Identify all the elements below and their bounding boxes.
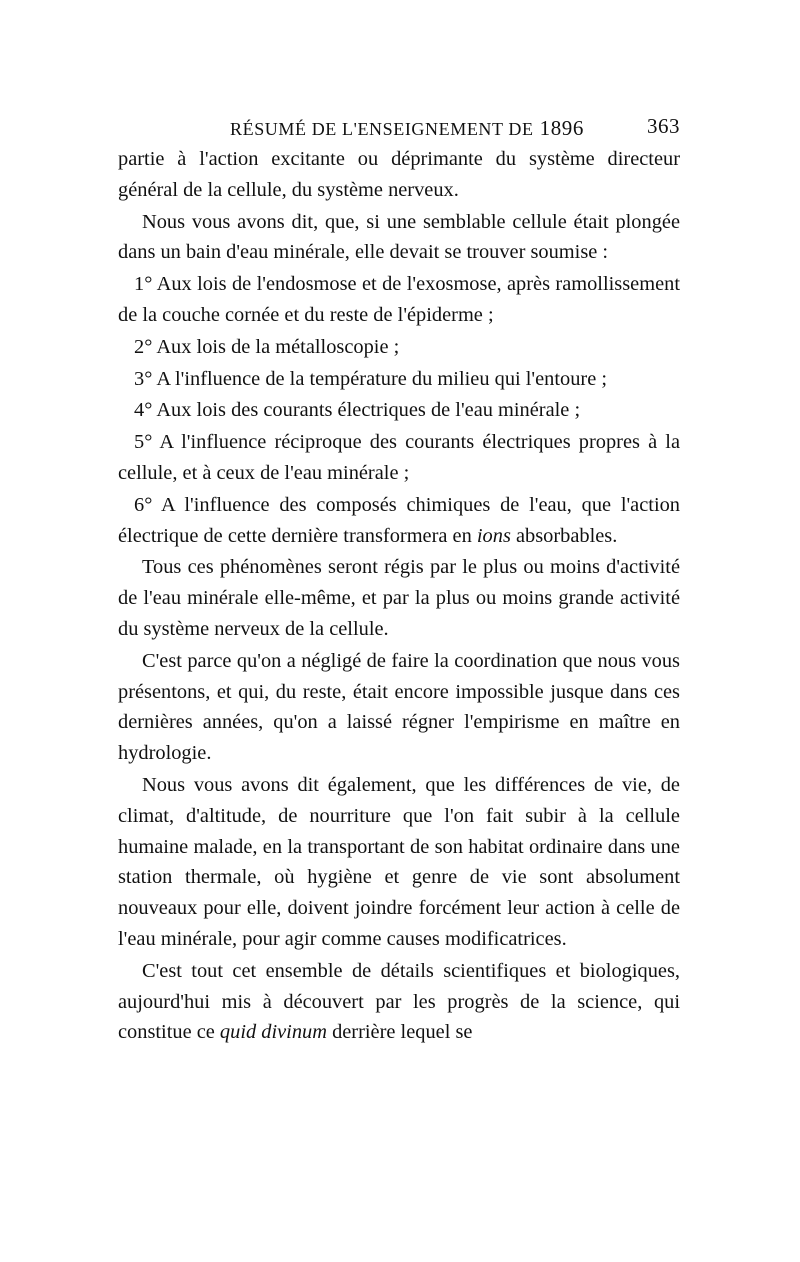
running-title-text: RÉSUMÉ DE L'ENSEIGNEMENT DE (230, 119, 534, 139)
running-title-year: 1896 (539, 116, 584, 140)
paragraph-continuation: partie à l'action excitante ou déprimante du système directeur général de la cellule, du système nerveux. (118, 148, 680, 201)
list-item-6-text: 6° A l'influence des composés chimiques de l'eau, que l'action électrique de cette dernière transformera en (118, 493, 680, 547)
italic-term-ions: ions (476, 524, 511, 547)
page-number: 363 (647, 114, 680, 138)
paragraph: Nous vous avons dit également, que les différences de vie, de climat, d'altitude, de nourriture que l'on fait subir à la cellule humaine malade, en la transportant de son habitat ordinaire dans une station thermale, où hygiène et genre de vie sont absolument nouveaux pour elle, doivent joindre forcément leur action à celle de l'eau minérale, pour agir comme causes modificatrices. (118, 773, 680, 950)
running-head (118, 112, 680, 144)
list-item-6-text-end: absorbables. (510, 524, 618, 547)
paragraph: Tous ces phénomènes seront régis par le plus ou moins d'activité de l'eau minérale elle-même, et par la plus ou moins grande activité du système nerveux de la cellule. (118, 556, 680, 640)
paragraph: Nous vous avons dit, que, si une semblable cellule était plongée dans un bain d'eau minérale, elle devait se trouver soumise : (118, 210, 680, 264)
running-title (230, 116, 584, 141)
list-item-1: 1° Aux lois de l'endosmose et de l'exosmose, après ramollissement de la couche cornée et du reste de l'épiderme ; (118, 273, 680, 326)
paragraph-last (118, 956, 680, 1048)
list-item-2: 2° Aux lois de la métalloscopie ; (134, 335, 400, 358)
list-item-5: 5° A l'influence réciproque des courants électriques propres à la cellule, et à ceux de l'eau minérale ; (118, 431, 680, 484)
paragraph-last-text-end: derrière lequel se (326, 1021, 473, 1044)
list-item-3: 3° A l'influence de la température du milieu qui l'entoure ; (134, 367, 608, 390)
book-page (118, 112, 680, 1049)
paragraph-last-text: C'est tout cet ensemble de détails scientifiques et biologiques, aujourd'hui mis à découvert par les progrès de la science, qui constitue ce (118, 959, 680, 1044)
paragraph: C'est parce qu'on a négligé de faire la coordination que nous vous présentons, et qui, du reste, était encore impossible jusque dans ces dernières années, qu'on a laissé régner l'empirisme en maître en hydrologie. (118, 649, 680, 765)
italic-term-quid-divinum: quid divinum (219, 1021, 327, 1044)
list-item-6 (118, 490, 680, 552)
list-item-4: 4° Aux lois des courants électriques de l'eau minérale ; (134, 399, 581, 422)
body-text (118, 144, 680, 1048)
